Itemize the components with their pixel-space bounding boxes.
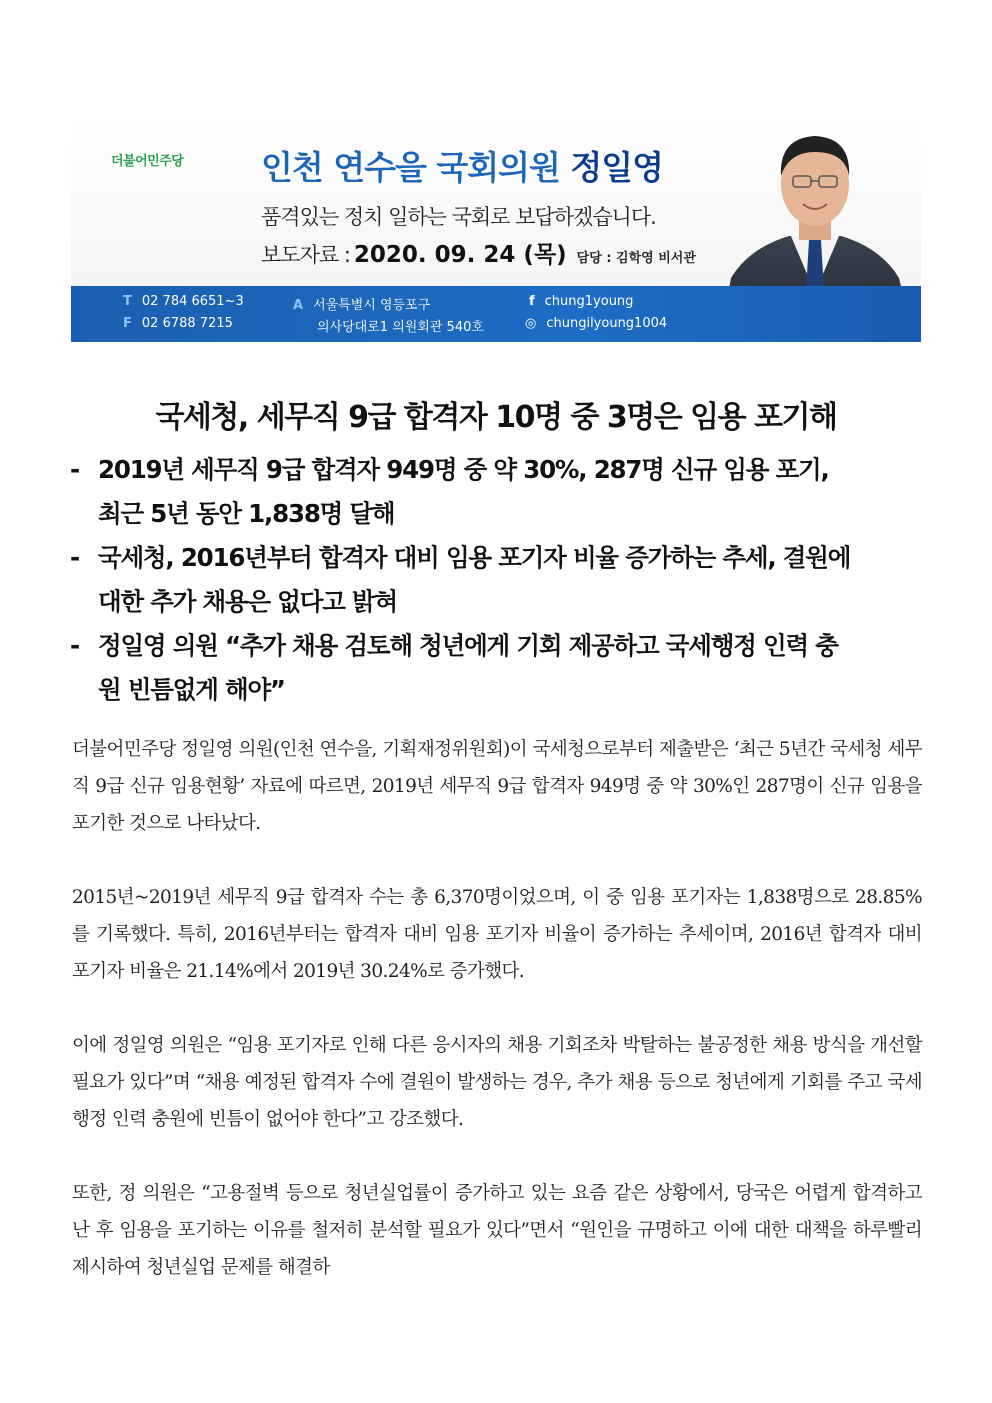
subheadline-line: 대한 추가 채용은 없다고 밝혀 (98, 587, 397, 616)
fax-number: 02 6788 7215 (141, 316, 233, 331)
subheadline-item (70, 448, 930, 536)
instagram-icon: ◎ (525, 316, 537, 331)
subheadline-line: 정일영 의원 “추가 채용 검토해 청년에게 기회 제공하고 국세행정 인력 충 (98, 631, 838, 660)
lawmaker-title (261, 142, 663, 189)
bullet-dash: - (70, 631, 79, 660)
facebook-id: chung1young (544, 294, 634, 309)
title-prefix: 인천 연수을 국회의원 (261, 148, 571, 187)
bullet-dash: - (70, 455, 79, 484)
address-1: 서울특별시 영등포구 (313, 298, 431, 313)
header-banner (71, 118, 921, 342)
party-logo: 더불어민주당 (111, 154, 184, 169)
address-2: 의사당대로1 의원회관 540호 (317, 320, 484, 335)
subheadline-item (70, 624, 930, 712)
press-label: 보도자료 : (261, 243, 350, 267)
address-label: A (293, 298, 304, 313)
title-name: 정일영 (570, 148, 664, 187)
contact-bar (71, 286, 921, 342)
instagram-id: chungilyoung1004 (546, 316, 668, 331)
subheadline-item (70, 536, 930, 624)
facebook-icon: f (529, 294, 535, 309)
tel-label: T (123, 294, 132, 309)
press-release-row (261, 236, 696, 269)
subheadline-line: 2019년 세무직 9급 합격자 949명 중 약 30%, 287명 신규 임용 포기, (98, 455, 829, 484)
body-paragraph: 더불어민주당 정일영 의원(인천 연수을, 기획재정위원회)이 국세청으로부터 제출받은 ‘최근 5년간 국세청 세무직 9급 신규 임용현황’ 자료에 따르면, 2019년 세무직 9급 합격자 949명 중 약 30%인 287명이 신규 임용을 포기한 것으로 나타났다. (72, 739, 922, 834)
fax-line (123, 316, 233, 331)
address-line-1 (293, 294, 430, 313)
press-contact: 담당 : 김학영 비서관 (576, 251, 696, 266)
tel-line (123, 294, 244, 309)
body-paragraph: 이에 정일영 의원은 “임용 포기자로 인해 다른 응시자의 채용 기회조차 박탈하는 불공정한 채용 방식을 개선할 필요가 있다”며 “채용 예정된 합격자 수에 결원이 발생하는 경우, 추가 채용 등으로 청년에게 기회를 주고 국세행정 인력 충원에 빈틈이 없어야 한다”고 강조했다. (72, 1035, 922, 1130)
headline: 국세청, 세무직 9급 합격자 10명 중 3명은 임용 포기해 (155, 400, 837, 435)
address-line-2 (317, 316, 484, 335)
slogan: 품격있는 정치 일하는 국회로 보답하겠습니다. (261, 205, 656, 229)
body-paragraph: 2015년~2019년 세무직 9급 합격자 수는 총 6,370명이었으며, 이 중 임용 포기자는 1,838명으로 28.85%를 기록했다. 특히, 2016년부터는 합격자 대비 임용 포기자 비율이 증가하는 추세이며, 2016년 합격자 대비 포기자 비율은 21.14%에서 2019년 30.24%로 증가했다. (72, 887, 922, 982)
facebook-line (529, 294, 633, 309)
subheadline-line: 원 빈틈없게 해야” (98, 675, 285, 704)
subheadline-line: 최근 5년 동안 1,838명 달해 (98, 499, 395, 528)
article-body (72, 731, 922, 1323)
instagram-line (525, 316, 667, 331)
subheadline-line: 국세청, 2016년부터 합격자 대비 임용 포기자 비율 증가하는 추세, 결원에 (98, 543, 851, 572)
bullet-dash: - (70, 543, 79, 572)
fax-label: F (123, 316, 132, 331)
body-paragraph: 또한, 정 의원은 “고용절벽 등으로 청년실업률이 증가하고 있는 요즘 같은 상황에서, 당국은 어렵게 합격하고 난 후 임용을 포기하는 이유를 철저히 분석할 필요가 있다”면서 “원인을 규명하고 이에 대한 대책을 하루빨리 제시하여 청년실업 문제를 해결하 (72, 1183, 922, 1278)
tel-number: 02 784 6651~3 (141, 294, 244, 309)
press-date: 2020. 09. 24 (목) (353, 242, 567, 268)
subheadline-list (70, 448, 930, 712)
